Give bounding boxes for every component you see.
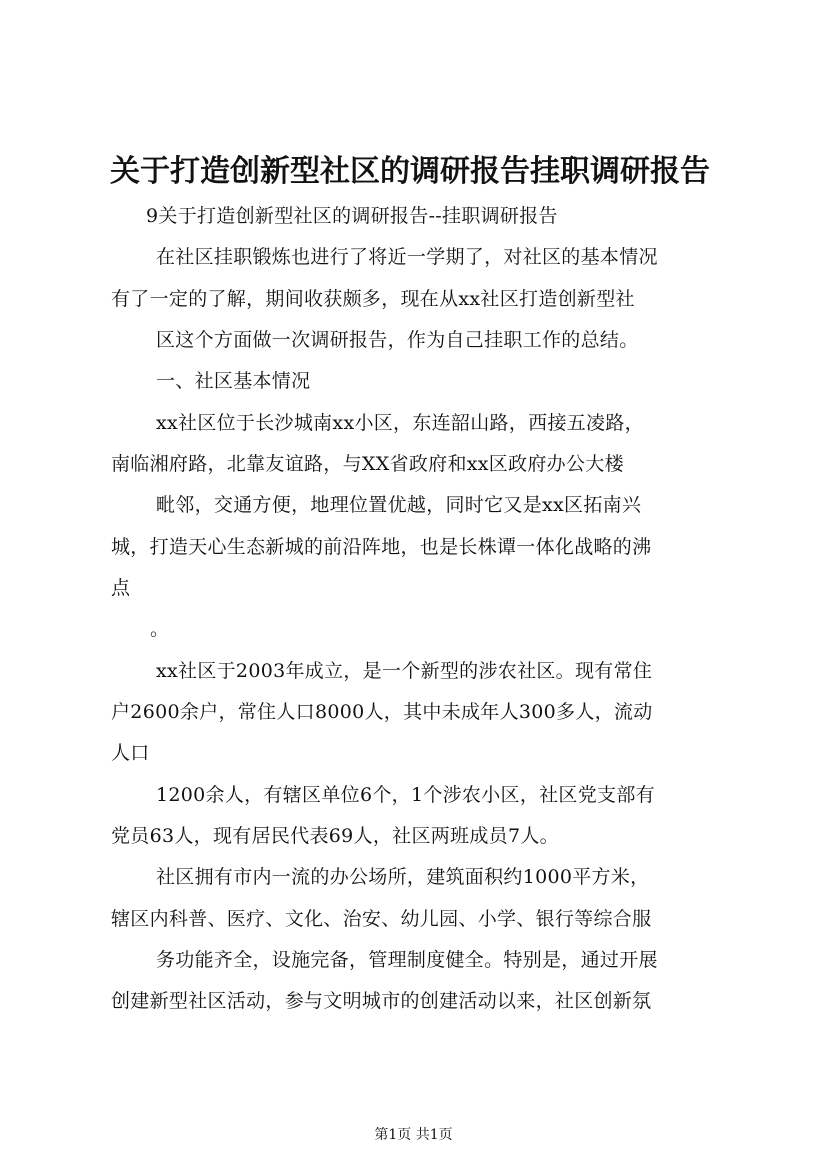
paragraph-line: 辖区内科普、医疗、文化、治安、幼儿园、小学、银行等综合服 xyxy=(111,908,652,930)
paragraph-line: 党员63人，现有居民代表69人，社区两班成员7人。 xyxy=(111,825,559,847)
paragraph-line: 有了一定的了解，期间收获颇多，现在从xx社区打造创新型社 xyxy=(111,288,635,310)
paragraph-line: 点 xyxy=(111,577,131,599)
document-title: 关于打造创新型社区的调研报告挂职调研报告 xyxy=(110,154,710,189)
paragraph-line: xx社区位于长沙城南xx小区，东连韶山路，西接五凌路， xyxy=(156,412,644,434)
paragraph-line: 。 xyxy=(150,618,170,640)
page-footer: 第1页 共1页 xyxy=(374,1127,453,1143)
paragraph-line: 人口 xyxy=(111,742,150,764)
paragraph-line: 南临湘府路，北靠友谊路，与XX省政府和xx区政府办公大楼 xyxy=(111,453,624,475)
subtitle-line: 9关于打造创新型社区的调研报告--挂职调研报告 xyxy=(146,205,558,227)
section-heading: 一、社区基本情况 xyxy=(156,370,311,392)
paragraph-line: 在社区挂职锻炼也进行了将近一学期了，对社区的基本情况 xyxy=(156,246,658,268)
paragraph-line: 城，打造天心生态新城的前沿阵地，也是长株谭一体化战略的沸 xyxy=(111,536,652,558)
paragraph-line: 务功能齐全，设施完备，管理制度健全。特别是，通过开展 xyxy=(156,949,658,971)
paragraph-line: 户2600余户，常住人口8000人，其中未成年人300多人，流动 xyxy=(111,701,653,723)
paragraph-line: 区这个方面做一次调研报告，作为自己挂职工作的总结。 xyxy=(156,329,639,351)
paragraph-line: 创建新型社区活动，参与文明城市的创建活动以来，社区创新氛 xyxy=(111,990,652,1012)
paragraph-line: 毗邻，交通方便，地理位置优越，同时它又是xx区拓南兴 xyxy=(156,494,642,516)
paragraph-line: 1200余人，有辖区单位6个，1个涉农小区，社区党支部有 xyxy=(156,784,655,806)
paragraph-line: 社区拥有市内一流的办公场所，建筑面积约1000平方米， xyxy=(156,866,650,888)
paragraph-line: xx社区于2003年成立，是一个新型的涉农社区。现有常住 xyxy=(156,660,653,682)
